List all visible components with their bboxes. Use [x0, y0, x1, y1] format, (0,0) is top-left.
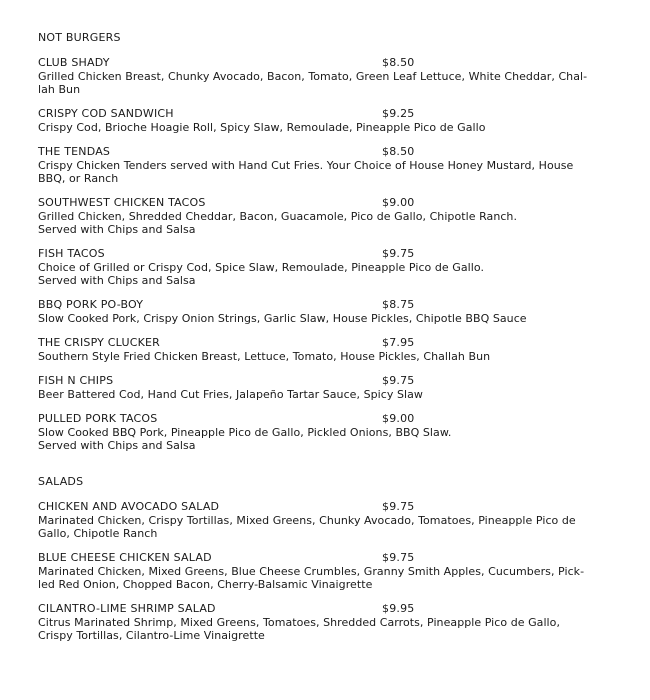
- item-name: BBQ PORK PO-BOY: [38, 298, 144, 311]
- item-price: $9.75: [382, 551, 415, 564]
- menu-item-crispy-cod-sandwich: [38, 107, 608, 134]
- item-description: Crispy Cod, Brioche Hoagie Roll, Spicy Slaw, Remoulade, Pineapple Pico de Gallo: [38, 121, 486, 134]
- item-name: BLUE CHEESE CHICKEN SALAD: [38, 551, 212, 564]
- item-description: Slow Cooked Pork, Crispy Onion Strings, Garlic Slaw, House Pickles, Chipotle BBQ Sauce: [38, 312, 527, 325]
- item-name: CHICKEN AND AVOCADO SALAD: [38, 500, 220, 513]
- menu-item-southwest-chicken-tacos: [38, 196, 608, 236]
- menu-item-bbq-pork-po-boy: [38, 298, 608, 325]
- menu-item-pulled-pork-tacos: [38, 412, 608, 452]
- item-price: $9.75: [382, 374, 415, 387]
- item-description: Grilled Chicken Breast, Chunky Avocado, Bacon, Tomato, Green Leaf Lettuce, White Cheddar, Chal- lah Bun: [38, 70, 588, 96]
- item-name: PULLED PORK TACOS: [38, 412, 158, 425]
- menu-item-club-shady: [38, 56, 608, 96]
- item-description: Slow Cooked BBQ Pork, Pineapple Pico de Gallo, Pickled Onions, BBQ Slaw. Served with Chips and Salsa: [38, 426, 452, 452]
- item-price: $8.75: [382, 298, 415, 311]
- menu-item-the-crispy-clucker: [38, 336, 608, 363]
- menu-item-fish-tacos: [38, 247, 608, 287]
- menu-page: [38, 31, 608, 653]
- item-name: FISH TACOS: [38, 247, 105, 260]
- menu-item-chicken-and-avocado-salad: [38, 500, 608, 540]
- menu-item-fish-n-chips: [38, 374, 608, 401]
- item-name: FISH N CHIPS: [38, 374, 114, 387]
- item-price: $9.75: [382, 247, 415, 260]
- item-name: SOUTHWEST CHICKEN TACOS: [38, 196, 206, 209]
- item-description: Southern Style Fried Chicken Breast, Lettuce, Tomato, House Pickles, Challah Bun: [38, 350, 491, 363]
- item-price: $7.95: [382, 336, 415, 349]
- item-description: Citrus Marinated Shrimp, Mixed Greens, Tomatoes, Shredded Carrots, Pineapple Pico de Gallo, Crispy Tortillas, Cilantro-Lime Vinaigrette: [38, 616, 560, 642]
- item-description: Crispy Chicken Tenders served with Hand Cut Fries. Your Choice of House Honey Mustard, House BBQ, or Ranch: [38, 159, 574, 185]
- item-description: Grilled Chicken, Shredded Cheddar, Bacon, Guacamole, Pico de Gallo, Chipotle Ranch. Served with Chips and Salsa: [38, 210, 518, 236]
- item-name: CILANTRO-LIME SHRIMP SALAD: [38, 602, 216, 615]
- item-description: Marinated Chicken, Crispy Tortillas, Mixed Greens, Chunky Avocado, Tomatoes, Pineapple Pico de Gallo, Chipotle Ranch: [38, 514, 576, 540]
- item-description: Marinated Chicken, Mixed Greens, Blue Cheese Crumbles, Granny Smith Apples, Cucumbers, Pick- led Red Onion, Chopped Bacon, Cherry-Balsamic Vinaigrette: [38, 565, 585, 591]
- section-title-salads: SALADS: [38, 475, 84, 488]
- menu-item-cilantro-lime-shrimp-salad: [38, 602, 608, 642]
- item-description: Beer Battered Cod, Hand Cut Fries, Jalapeño Tartar Sauce, Spicy Slaw: [38, 388, 423, 401]
- item-name: CRISPY COD SANDWICH: [38, 107, 174, 120]
- menu-item-blue-cheese-chicken-salad: [38, 551, 608, 591]
- menu-item-the-tendas: [38, 145, 608, 185]
- item-name: CLUB SHADY: [38, 56, 110, 69]
- item-price: $9.00: [382, 412, 415, 425]
- item-price: $9.25: [382, 107, 415, 120]
- item-name: THE CRISPY CLUCKER: [38, 336, 160, 349]
- item-name: THE TENDAS: [38, 145, 111, 158]
- item-price: $9.75: [382, 500, 415, 513]
- item-price: $8.50: [382, 145, 415, 158]
- item-price: $8.50: [382, 56, 415, 69]
- item-description: Choice of Grilled or Crispy Cod, Spice Slaw, Remoulade, Pineapple Pico de Gallo. Served with Chips and Salsa: [38, 261, 484, 287]
- item-price: $9.95: [382, 602, 415, 615]
- section-title-not-burgers: NOT BURGERS: [38, 31, 121, 44]
- item-price: $9.00: [382, 196, 415, 209]
